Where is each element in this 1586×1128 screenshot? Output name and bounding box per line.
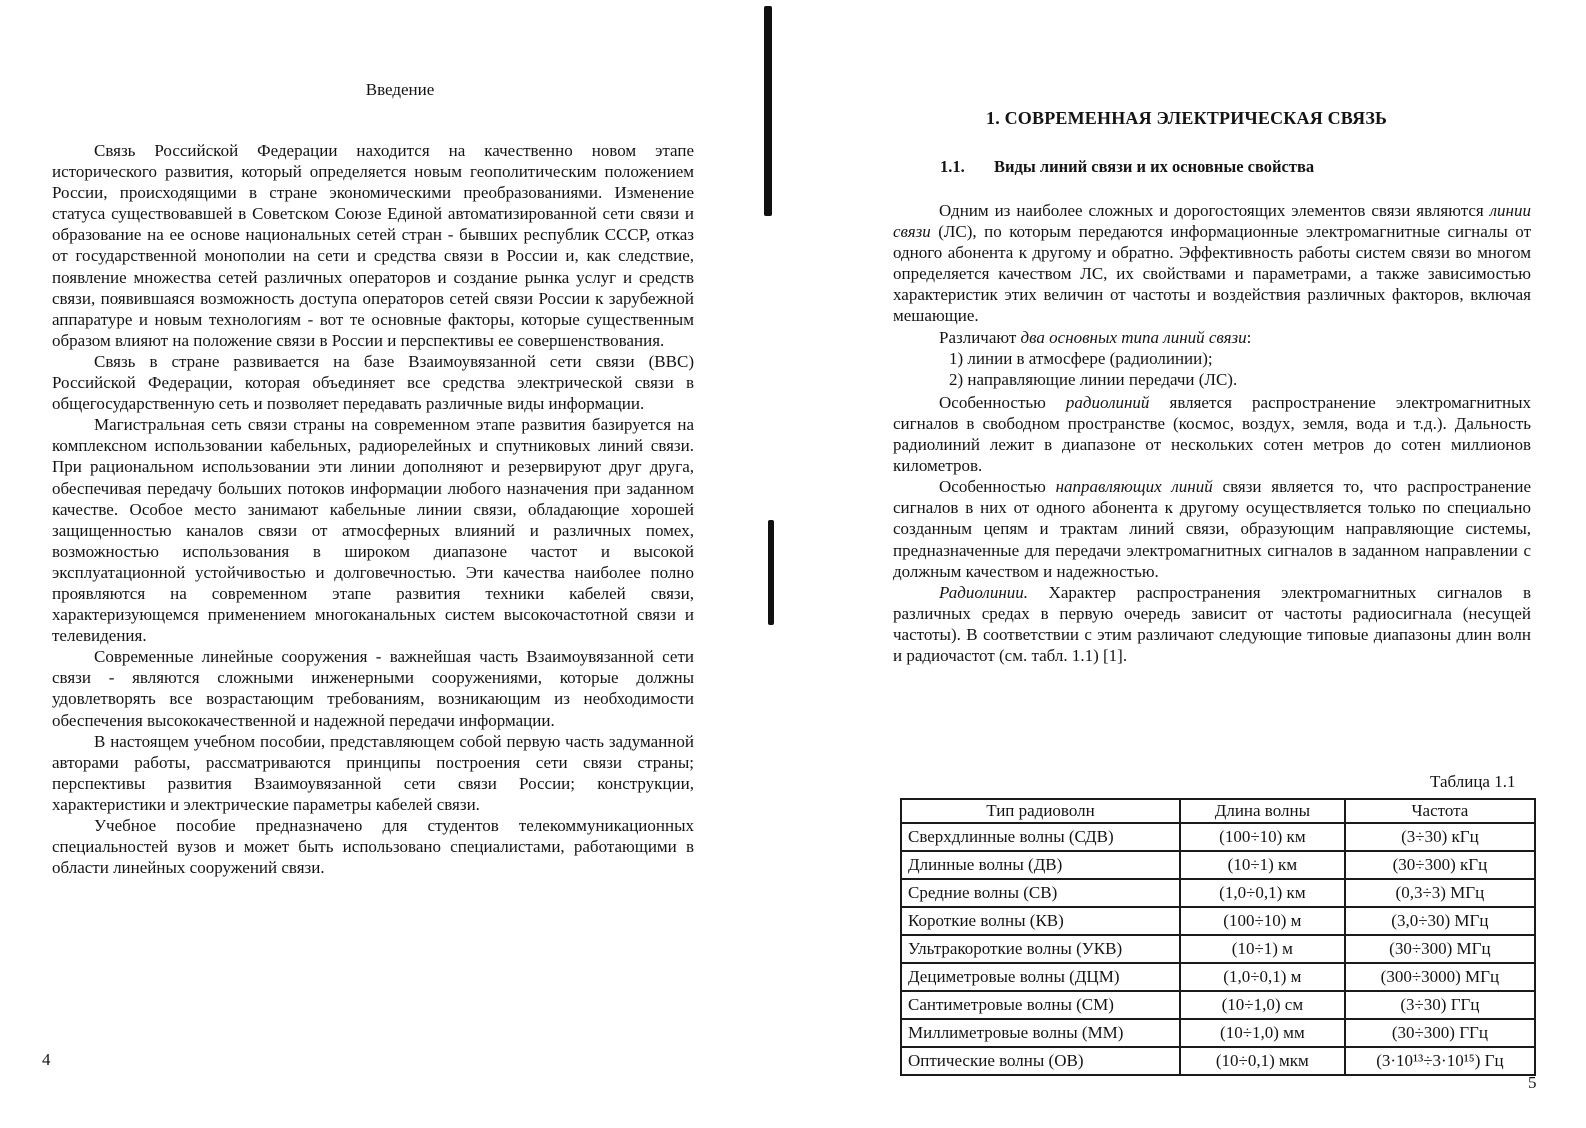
frequency-cell: (3·10¹³÷3·10¹⁵) Гц <box>1345 1047 1535 1075</box>
radio-wave-table <box>900 798 1536 1076</box>
column-header: Частота <box>1345 799 1535 823</box>
page-number-right: 5 <box>1528 1073 1537 1092</box>
wavelength-cell: (10÷0,1) мкм <box>1180 1047 1345 1075</box>
text-run: (ЛС), по которым передаются информационные электромагнитные сигналы от одного абонента к другому и обратно. Эффективность работы систем связи во многом определяется качеством ЛС, их свойствами и параметрами, а также зависимостью характеристик этих величин от частоты и воздействия различных факторов, включая мешающие. <box>893 222 1531 326</box>
column-header: Длина волны <box>1180 799 1345 823</box>
wave-type-cell: Короткие волны (КВ) <box>901 907 1180 935</box>
table-row <box>901 991 1535 1019</box>
table-row <box>901 907 1535 935</box>
paragraph <box>893 327 1531 348</box>
paragraph: Связь в стране развивается на базе Взаимоувязанной сети связи (ВВС) Российской Федерации, которая объединяет все средства электрической связи в общегосударственную сеть и позволяет передавать различные виды информации. <box>52 351 694 414</box>
paragraph: Учебное пособие предназначено для студентов телекоммуникационных специальностей вузов и может быть использовано специалистами, работающими в области линейных сооружений связи. <box>52 816 694 878</box>
wave-type-cell: Миллиметровые волны (ММ) <box>901 1019 1180 1047</box>
term-emphasis: Радиолинии. <box>939 582 1029 602</box>
binding-shadow-top <box>764 6 772 216</box>
section-number: 1.1. <box>940 157 965 176</box>
text-run: является распространение электромагнитных сигналов в свободном пространстве (космос, воздух, земля, вода и т.д.). Дальность радиолиний лежит в диапазоне от нескольких сотен метров до сотен миллионов километров. <box>893 392 1531 476</box>
frequency-cell: (3÷30) кГц <box>1345 823 1535 851</box>
page-number-left: 4 <box>42 1050 51 1069</box>
text-run: Особенностью <box>939 477 1056 497</box>
text-run: связи является то, что распространение сигналов в них от одного абонента к другому осуществляется только по специально созданным цепям и трактам линий связи, образующим направляющие системы, предназначенные для передачи электромагнитных сигналов в заданном направлении с должным качеством и надежностью. <box>893 477 1532 581</box>
wavelength-cell: (100÷10) м <box>1180 907 1345 935</box>
binding-shadow-middle <box>768 520 774 625</box>
frequency-cell: (30÷300) МГц <box>1345 935 1535 963</box>
wave-type-cell: Дециметровые волны (ДЦМ) <box>901 963 1180 991</box>
introduction-heading: Введение <box>365 80 435 99</box>
term-emphasis: линии связи <box>893 201 1531 242</box>
frequency-cell: (0,3÷3) МГц <box>1345 879 1535 907</box>
text-run: Различают <box>939 327 1021 347</box>
wavelength-cell: (10÷1) км <box>1180 851 1345 879</box>
paragraph: В настоящем учебном пособии, представляющем собой первую часть задуманной авторами работы, рассматриваются принципы построения сети связи страны; перспективы развития Взаимоувязанной сети связи России; конструкции, характеристики и электрические параметры кабелей связи. <box>52 731 694 814</box>
table-row <box>901 1019 1535 1047</box>
frequency-cell: (300÷3000) МГц <box>1345 963 1535 991</box>
term-emphasis: направляющих линий <box>1055 477 1213 497</box>
text-run: Одним из наиболее сложных и дорогостоящих элементов связи являются <box>939 201 1490 220</box>
table-caption: Таблица 1.1 <box>1430 772 1516 791</box>
paragraph <box>893 200 1531 327</box>
frequency-cell: (30÷300) кГц <box>1345 851 1535 879</box>
wave-type-cell: Ультракороткие волны (УКВ) <box>901 935 1180 963</box>
wavelength-cell: (10÷1) м <box>1180 935 1345 963</box>
table-row <box>901 851 1535 879</box>
table-row <box>901 1047 1535 1075</box>
frequency-cell: (3,0÷30) МГц <box>1345 907 1535 935</box>
column-header: Тип радиоволн <box>901 799 1180 823</box>
table-row <box>901 935 1535 963</box>
text-run: : <box>1246 327 1252 347</box>
frequency-cell: (30÷300) ГГц <box>1345 1019 1535 1047</box>
chapter-title: 1. СОВРЕМЕННАЯ ЭЛЕКТРИЧЕСКАЯ СВЯЗЬ <box>986 108 1388 128</box>
paragraph: Современные линейные сооружения - важнейшая часть Взаимоувязанной сети связи - являются сложными инженерными сооружениями, которые должны удовлетворять все возрастающим требованиям, возникающим из необходимости обеспечения высококачественной и надежной передачи информации. <box>52 647 694 730</box>
wavelength-cell: (1,0÷0,1) м <box>1180 963 1345 991</box>
table-row <box>901 823 1535 851</box>
text-run: Особенностью <box>939 392 1066 412</box>
section-heading <box>940 157 1314 177</box>
wave-type-cell: Сантиметровые волны (СМ) <box>901 991 1180 1019</box>
table-row <box>901 963 1535 991</box>
term-emphasis: два основных типа линий связи <box>1020 327 1247 347</box>
term-emphasis: радиолиний <box>1065 392 1150 412</box>
wave-type-cell: Длинные волны (ДВ) <box>901 851 1180 879</box>
wave-type-cell: Сверхдлинные волны (СДВ) <box>901 823 1180 851</box>
paragraph: Связь Российской Федерации находится на качественно новом этапе исторического развития, который определяется новым геополитическим положением России, происходящими в стране экономическими преобразованиями. Изменение статуса существовавшей в Советском Союзе Единой автоматизированной сети связи и образование на ее основе национальных сетей стран - бывших республик СССР, отказ от государственной монополии на сети и средства связи в России и, как следствие, появление множества сетей различных операторов и создание рынка услуг и средств связи, появившаяся возможность доступа операторов сетей связи России к зарубежной аппаратуре и новым технологиям - вот те основные факторы, которые существенным образом влияют на положение связи в России и перспективы ее совершенствования. <box>52 141 694 350</box>
table-body <box>901 823 1535 1075</box>
wave-type-cell: Средние волны (СВ) <box>901 879 1180 907</box>
paragraph: Магистральная сеть связи страны на современном этапе развития базируется на комплексном использовании кабельных, радиорелейных и спутниковых линий связи. При рациональном использовании эти линии дополняют и резервируют друг друга, обеспечивая передачу больших потоков информации любого назначения при заданном качестве. Особое место занимают кабельные линии связи, обладающие хорошей защищенностью каналов связи от атмосферных влияний и различных помех, возможностью использования в широком диапазоне частот и высокой эксплуатационной устойчивостью и долговечностью. Эти качества наиболее полно проявляются на современном этапе развития техники кабелей связи, характеризующемся применением многоканальных систем высокочастотной связи и телевидения. <box>52 415 694 646</box>
paragraph <box>893 392 1531 476</box>
paragraph <box>893 582 1531 666</box>
text-run: Характер распространения электромагнитных сигналов в различных средах в первую очередь зависит от частоты радиосигнала (несущей частоты). В соответствии с этим различают следующие типовые диапазоны длин волн и радиочастот (см. табл. 1.1) [1]. <box>893 582 1531 665</box>
introduction-body <box>52 140 694 878</box>
wavelength-cell: (10÷1,0) мм <box>1180 1019 1345 1047</box>
section-body <box>893 200 1531 666</box>
table-row <box>901 879 1535 907</box>
section-title: Виды линий связи и их основные свойства <box>994 157 1315 176</box>
wavelength-cell: (10÷1,0) см <box>1180 991 1345 1019</box>
list-item: 2) направляющие линии передачи (ЛС). <box>949 369 1238 389</box>
list-item: 1) линии в атмосфере (радиолинии); <box>949 348 1213 368</box>
paragraph <box>893 476 1531 581</box>
wavelength-cell: (100÷10) км <box>1180 823 1345 851</box>
frequency-cell: (3÷30) ГГц <box>1345 991 1535 1019</box>
wavelength-cell: (1,0÷0,1) км <box>1180 879 1345 907</box>
wave-type-cell: Оптические волны (ОВ) <box>901 1047 1180 1075</box>
table-header-row <box>901 799 1535 823</box>
